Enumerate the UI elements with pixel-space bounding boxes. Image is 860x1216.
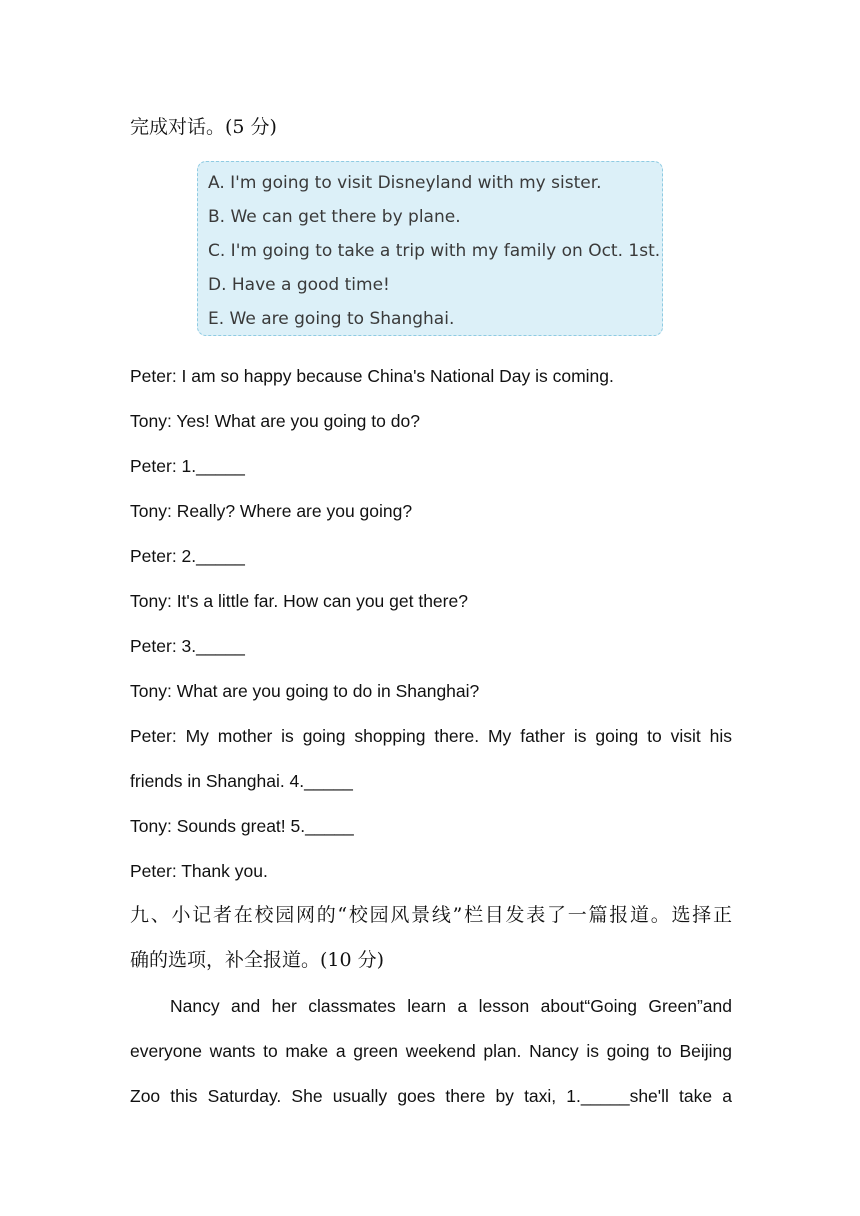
dialogue-line: Tony: Sounds great! 5._____ [130, 816, 354, 836]
passage-line: Zoo this Saturday. She usually goes there by taxi, 1._____she'll take a [130, 1086, 732, 1106]
section9-heading-line2: 确的选项，补全报道。(10 分) [130, 949, 385, 971]
dialogue-line: Peter: I am so happy because China's National Day is coming. [130, 366, 614, 386]
dialogue-line: Peter: My mother is going shopping there. My father is going to visit his [130, 726, 732, 746]
dialogue-line: Peter: 3._____ [130, 636, 245, 656]
passage-line: everyone wants to make a green weekend plan. Nancy is going to Beijing [130, 1041, 732, 1061]
dialogue-line: Peter: 1._____ [130, 456, 245, 476]
option-e: E. We are going to Shanghai. [208, 309, 455, 329]
option-c: C. I'm going to take a trip with my family on Oct. 1st. [208, 241, 661, 261]
dialogue-line: Tony: What are you going to do in Shanghai? [130, 681, 480, 701]
option-a: A. I'm going to visit Disneyland with my sister. [208, 173, 602, 193]
section9-heading-line1: 九、小记者在校园网的“校园风景线”栏目发表了一篇报道。选择正 [130, 904, 732, 926]
dialogue-line: Tony: It's a little far. How can you get there? [130, 591, 468, 611]
option-d: D. Have a good time! [208, 275, 390, 295]
dialogue-line: friends in Shanghai. 4._____ [130, 771, 353, 791]
section8-instruction: 完成对话。(5 分) [130, 116, 277, 138]
options-box [197, 161, 663, 336]
dialogue-line: Peter: Thank you. [130, 861, 268, 881]
passage-line: Nancy and her classmates learn a lesson about“Going Green”and [170, 996, 732, 1016]
dialogue-line: Peter: 2._____ [130, 546, 245, 566]
dialogue-line: Tony: Yes! What are you going to do? [130, 411, 420, 431]
option-b: B. We can get there by plane. [208, 207, 461, 227]
dialogue-line: Tony: Really? Where are you going? [130, 501, 413, 521]
